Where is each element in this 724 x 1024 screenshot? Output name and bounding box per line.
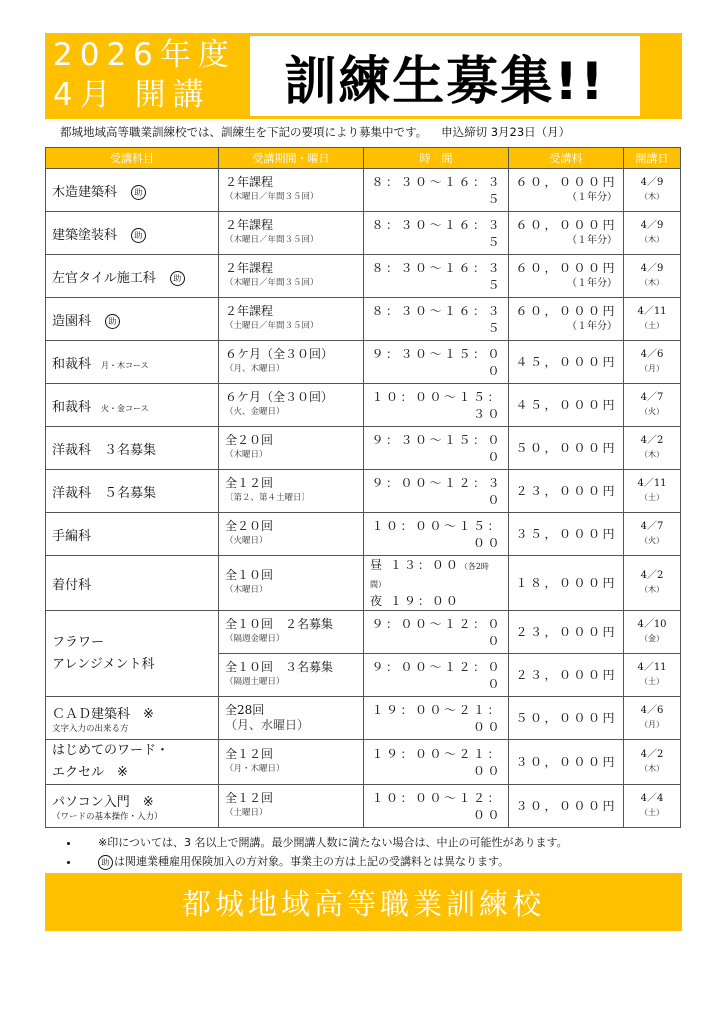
start-date-cell: [624, 427, 681, 470]
period-cell: [219, 654, 364, 697]
fee: ６０，０００円: [515, 175, 617, 189]
start-date-cell: [624, 556, 681, 611]
course-name: はじめてのワード・: [52, 743, 170, 758]
period-days: （木曜日／年間３５回）: [225, 235, 319, 245]
start-date-cell: [624, 611, 681, 654]
table-row: [46, 740, 681, 785]
time-cell: [364, 341, 509, 384]
time-cell: [364, 427, 509, 470]
period-cell: [219, 513, 364, 556]
start-date: 4／6: [640, 705, 664, 716]
fee-cell: [509, 513, 624, 556]
header-year: 2026年度: [53, 37, 236, 73]
start-date-cell: [624, 513, 681, 556]
period: 全１０回 ２名募集: [225, 617, 334, 631]
note-2: [80, 852, 568, 871]
start-date-cell: [624, 341, 681, 384]
start-date: 4／7: [640, 521, 664, 532]
column-header: 受講料: [509, 148, 624, 169]
header-title: 訓練生募集!!: [250, 36, 640, 116]
table-row: [46, 513, 681, 556]
period-days: （土曜日）: [225, 808, 268, 818]
fee: ４５，０００円: [515, 397, 617, 412]
course-name-cell: [46, 298, 219, 341]
fee-note: （１年分）: [567, 278, 617, 289]
time: １９：００〜２１：００: [371, 747, 502, 778]
course-name-cell: [46, 255, 219, 298]
intro-text: [60, 124, 570, 140]
course-name-line2: エクセル ※: [52, 765, 128, 780]
course-note: 火・金コース: [101, 403, 149, 413]
subsidy-mark-icon: 助: [170, 271, 185, 286]
period-cell: [219, 556, 364, 611]
period-days: （火曜日）: [225, 536, 268, 546]
start-date-cell: [624, 697, 681, 740]
period-days: （月、水曜日）: [225, 718, 310, 732]
subsidy-mark-icon: 助: [98, 855, 113, 870]
period-cell: [219, 427, 364, 470]
start-date: 4／4: [640, 793, 664, 804]
table-row: [46, 611, 681, 654]
start-date: 4／10: [637, 619, 667, 630]
period: 全１０回: [225, 568, 274, 582]
period: 全２０回: [225, 433, 274, 447]
period: ２年課程: [225, 218, 274, 232]
time: ８：３０〜１６：３５: [371, 261, 502, 292]
time: ８：３０〜１６：３５: [371, 304, 502, 335]
period-days: （木曜日／年間３５回）: [225, 192, 319, 202]
fee-cell: [509, 470, 624, 513]
table-row: [46, 427, 681, 470]
start-date: 4／9: [640, 177, 664, 188]
course-name-cell: [46, 427, 219, 470]
fee: ２３，０００円: [515, 667, 617, 682]
start-weekday: （月）: [640, 364, 664, 373]
start-date-cell: [624, 470, 681, 513]
period: 全１２回: [225, 476, 274, 490]
period: 全28回: [225, 703, 265, 717]
course-note: 月・木コース: [101, 360, 149, 370]
course-name: 和裁科: [52, 356, 92, 372]
table-row: [46, 169, 681, 212]
period-days: （木曜日）: [225, 585, 268, 595]
course-name-cell: [46, 611, 219, 697]
fee: ３０，０００円: [515, 754, 617, 769]
period-days: （月・木曜日）: [225, 764, 285, 774]
period-cell: [219, 255, 364, 298]
course-name: 和裁科: [52, 399, 92, 415]
time-cell: [364, 654, 509, 697]
time: 昼 １３：００: [370, 558, 460, 572]
course-name-cell: [46, 384, 219, 427]
time: ９：００〜１２：００: [371, 660, 502, 691]
time-cell: [364, 697, 509, 740]
start-weekday: （金）: [640, 634, 664, 643]
fee-cell: [509, 212, 624, 255]
start-weekday: （火）: [640, 407, 664, 416]
fee-cell: [509, 556, 624, 611]
fee: ２３，０００円: [515, 624, 617, 639]
start-date-cell: [624, 654, 681, 697]
fee: ３５，０００円: [515, 526, 617, 541]
start-weekday: （木）: [640, 192, 664, 201]
time: ９：３０〜１５：００: [371, 433, 502, 464]
start-date-cell: [624, 785, 681, 828]
start-weekday: （土）: [640, 808, 664, 817]
start-date: 4／11: [637, 478, 667, 489]
time-cell: [364, 384, 509, 427]
table-row: [46, 697, 681, 740]
start-date-cell: [624, 212, 681, 255]
fee-cell: [509, 341, 624, 384]
fee: ６０，０００円: [515, 261, 617, 275]
fee-cell: [509, 298, 624, 341]
start-weekday: （土）: [640, 493, 664, 502]
time: １９：００〜２１：００: [371, 703, 502, 734]
time-cell: [364, 556, 509, 611]
start-date: 4／9: [640, 220, 664, 231]
fee: ５０，０００円: [515, 440, 617, 455]
time: ９：３０〜１５：００: [371, 347, 502, 378]
fee: ６０，０００円: [515, 218, 617, 232]
start-date: 4／11: [637, 306, 667, 317]
course-name-sub: 文字入力の出来る方: [52, 723, 129, 734]
table-row: [46, 785, 681, 828]
course-name-cell: [46, 470, 219, 513]
column-header: 受講科目: [46, 148, 219, 169]
period-days: （隔週金曜日）: [225, 634, 285, 644]
period-cell: [219, 611, 364, 654]
fee-cell: [509, 740, 624, 785]
period: 全２０回: [225, 519, 274, 533]
start-weekday: （土）: [640, 321, 664, 330]
note-1: • ※印については、3 名以上で開講。最少開講人数に満たない場合は、中止の可能性があります。: [80, 833, 568, 852]
period-cell: [219, 470, 364, 513]
time-cell: [364, 255, 509, 298]
course-name: 左官タイル施工科: [52, 270, 156, 286]
time-cell: [364, 212, 509, 255]
start-weekday: （木）: [640, 278, 664, 287]
fee-cell: [509, 785, 624, 828]
table-header: [46, 148, 681, 169]
note-2-text: は関連業種雇用保険加入の方対象。事業主の方は上記の受講料とは異なります。: [114, 855, 510, 868]
course-name-line2: アレンジメント科: [52, 656, 155, 672]
course-name: 着付科: [52, 577, 92, 593]
fee-cell: [509, 611, 624, 654]
time-note: （各2時間）: [370, 562, 489, 589]
time: ９：００〜１２：００: [371, 617, 502, 648]
time: ８：３０〜１６：３５: [371, 218, 502, 249]
course-name-cell: [46, 212, 219, 255]
table-row: [46, 298, 681, 341]
time: １０：００〜１５：３０: [371, 390, 502, 421]
fee-note: （１年分）: [567, 192, 617, 203]
course-name: 洋裁科 ３名募集: [52, 442, 157, 458]
period: 全１２回: [225, 791, 274, 805]
fee-cell: [509, 654, 624, 697]
course-table: [45, 147, 681, 828]
start-date: 4／6: [640, 349, 664, 360]
period-cell: [219, 785, 364, 828]
course-name: パソコン入門 ※: [52, 794, 154, 810]
period-cell: [219, 740, 364, 785]
fee: ３０，０００円: [515, 798, 617, 813]
time-cell: [364, 298, 509, 341]
period-cell: [219, 298, 364, 341]
fee-cell: [509, 697, 624, 740]
header-banner: [45, 33, 682, 119]
column-header: 開講日: [624, 148, 681, 169]
time-cell: [364, 785, 509, 828]
subsidy-mark-icon: 助: [131, 185, 146, 200]
start-date: 4／2: [640, 749, 664, 760]
start-weekday: （木）: [640, 450, 664, 459]
time: １０：００〜１２：００: [371, 791, 502, 822]
start-date: 4／2: [640, 570, 664, 581]
period: ２年課程: [225, 175, 274, 189]
header-date: [53, 35, 236, 115]
start-weekday: （木）: [640, 585, 664, 594]
fee-cell: [509, 169, 624, 212]
fee: ４５，０００円: [515, 354, 617, 369]
period: 全１０回 ３名募集: [225, 660, 334, 674]
course-name-sub: （ワードの基本操作・入力）: [52, 811, 163, 822]
table-row: [46, 212, 681, 255]
start-date-cell: [624, 255, 681, 298]
period-days: （土曜日／年間３５回）: [225, 321, 319, 331]
fee-cell: [509, 427, 624, 470]
header-month: 4月 開講: [53, 77, 211, 113]
start-date: 4／2: [640, 435, 664, 446]
deadline: 申込締切 3月23日（月）: [441, 125, 571, 139]
course-name-cell: [46, 697, 219, 740]
period-days: 〔第２、第４土曜日〕: [225, 493, 311, 503]
period-days: （火、金曜日）: [225, 407, 285, 417]
course-name: 手編科: [52, 528, 92, 544]
course-name: 洋裁科 ５名募集: [52, 485, 157, 501]
period-days: （月、木曜日）: [225, 364, 285, 374]
fee-note: （１年分）: [567, 321, 617, 332]
period: ２年課程: [225, 304, 274, 318]
time-cell: [364, 513, 509, 556]
start-date-cell: [624, 298, 681, 341]
period: ６ケ月（全３０回）: [225, 347, 334, 361]
subsidy-mark-icon: 助: [131, 228, 146, 243]
subsidy-mark-icon: 助: [105, 314, 120, 329]
course-name-cell: [46, 785, 219, 828]
course-name: 木造建築科: [52, 184, 118, 200]
table-row: [46, 470, 681, 513]
fee: ２３，０００円: [515, 483, 617, 498]
footer-school-name: 都城地域高等職業訓練校: [45, 873, 682, 931]
course-name: ＣＡＤ建築科 ※: [52, 706, 154, 722]
time-cell: [364, 611, 509, 654]
time-cell: [364, 470, 509, 513]
start-weekday: （土）: [640, 677, 664, 686]
period-days: （木曜日）: [225, 450, 268, 460]
table-row: [46, 556, 681, 611]
intro-body: 都城地域高等職業訓練校では、訓練生を下記の要項により募集中です。: [60, 125, 428, 139]
start-date-cell: [624, 740, 681, 785]
course-name-cell: [46, 556, 219, 611]
period-days: （木曜日／年間３５回）: [225, 278, 319, 288]
time: ９：００〜１２：３０: [371, 476, 502, 507]
period-cell: [219, 697, 364, 740]
time-cell: [364, 740, 509, 785]
time: １０：００〜１５：００: [371, 519, 502, 550]
fee-note: （１年分）: [567, 235, 617, 246]
fee-cell: [509, 255, 624, 298]
notes: [68, 833, 568, 871]
fee: ５０，０００円: [515, 710, 617, 725]
period: ６ケ月（全３０回）: [225, 390, 334, 404]
start-weekday: （木）: [640, 235, 664, 244]
period-cell: [219, 212, 364, 255]
column-header: 受講期間・曜日: [219, 148, 364, 169]
start-weekday: （火）: [640, 536, 664, 545]
fee: １８，０００円: [515, 575, 617, 590]
start-date: 4／11: [637, 662, 667, 673]
course-name-cell: [46, 513, 219, 556]
table-row: [46, 384, 681, 427]
fee-cell: [509, 384, 624, 427]
time-cell: [364, 169, 509, 212]
start-date: 4／9: [640, 263, 664, 274]
course-name: 建築塗装科: [52, 227, 118, 243]
period-cell: [219, 169, 364, 212]
period-cell: [219, 341, 364, 384]
course-name-cell: [46, 740, 219, 785]
start-weekday: （月）: [640, 720, 664, 729]
column-header: 時 間: [364, 148, 509, 169]
period: 全１２回: [225, 747, 274, 761]
fee: ６０，０００円: [515, 304, 617, 318]
table-row: [46, 341, 681, 384]
course-name-cell: [46, 341, 219, 384]
table-row: [46, 255, 681, 298]
period: ２年課程: [225, 261, 274, 275]
start-date-cell: [624, 384, 681, 427]
start-weekday: （木）: [640, 764, 664, 773]
period-cell: [219, 384, 364, 427]
course-name: 造園科: [52, 313, 92, 329]
course-name-cell: [46, 169, 219, 212]
period-days: （隔週土曜日）: [225, 677, 285, 687]
start-date: 4／7: [640, 392, 664, 403]
time-2: 夜 １９：００: [370, 594, 460, 608]
time: ８：３０〜１６：３５: [371, 175, 502, 206]
start-date-cell: [624, 169, 681, 212]
course-name: フラワー: [52, 634, 105, 650]
